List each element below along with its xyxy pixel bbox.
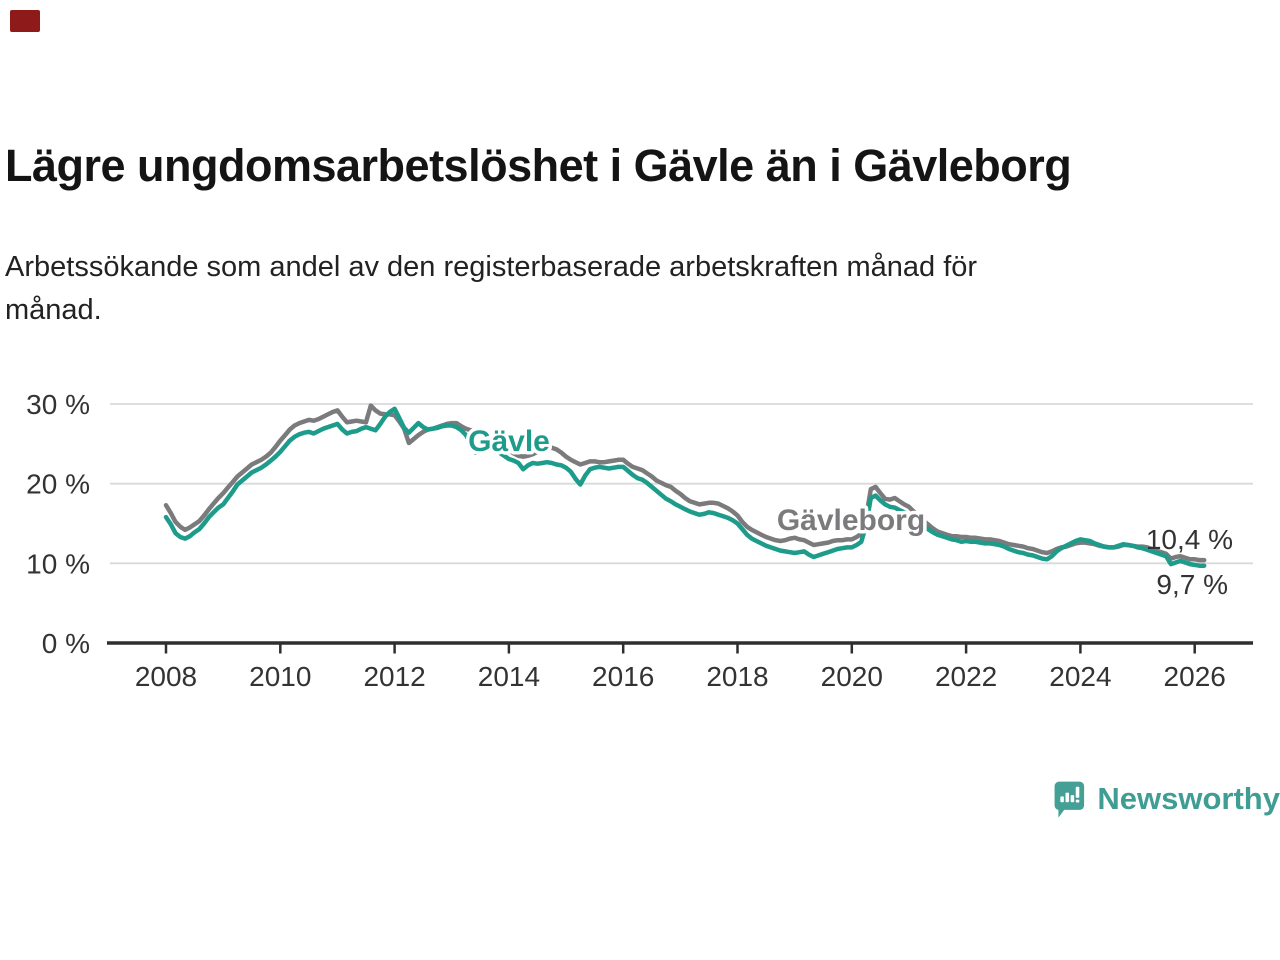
series-label-gävle: Gävle [468, 425, 550, 458]
y-axis-tick-label: 10 % [26, 548, 90, 580]
x-axis-tick-label: 2024 [1049, 661, 1112, 692]
brand-footer [1052, 768, 1280, 830]
x-axis-tick-label: 2020 [820, 661, 883, 692]
series-label-gävleborg: Gävleborg [776, 504, 926, 537]
newsworthy-logo-icon [1052, 768, 1085, 830]
end-value-label-gävle: 9,7 % [1156, 569, 1228, 600]
y-axis-tick-label: 0 % [41, 628, 90, 659]
brand-name: Newsworthy [1097, 781, 1280, 816]
x-axis-tick-label: 2008 [134, 661, 198, 692]
x-axis-tick-label: 2010 [249, 661, 312, 692]
x-axis-tick-label: 2026 [1163, 661, 1226, 692]
page-title: Lägre ungdomsarbetslöshet i Gävle än i Gävleborg [5, 140, 1072, 191]
y-axis-tick-label: 30 % [26, 388, 90, 420]
subtitle-line-1: Arbetssökande som andel av den registerbaserade arbetskraften månad för [5, 251, 978, 283]
x-axis-tick-label: 2016 [592, 661, 655, 692]
x-axis-tick-label: 2022 [934, 661, 998, 692]
speech-bubble-bar-chart-icon [1055, 782, 1085, 818]
x-axis-tick-label: 2018 [706, 661, 769, 692]
series-line-gävle [166, 409, 1204, 566]
y-axis-tick-label: 20 % [26, 468, 90, 500]
x-axis-tick-label: 2014 [477, 661, 541, 692]
x-axis-tick-label: 2012 [363, 661, 426, 692]
subtitle-line-2: månad. [5, 294, 102, 326]
end-value-label-gävleborg: 10,4 % [1145, 524, 1233, 555]
